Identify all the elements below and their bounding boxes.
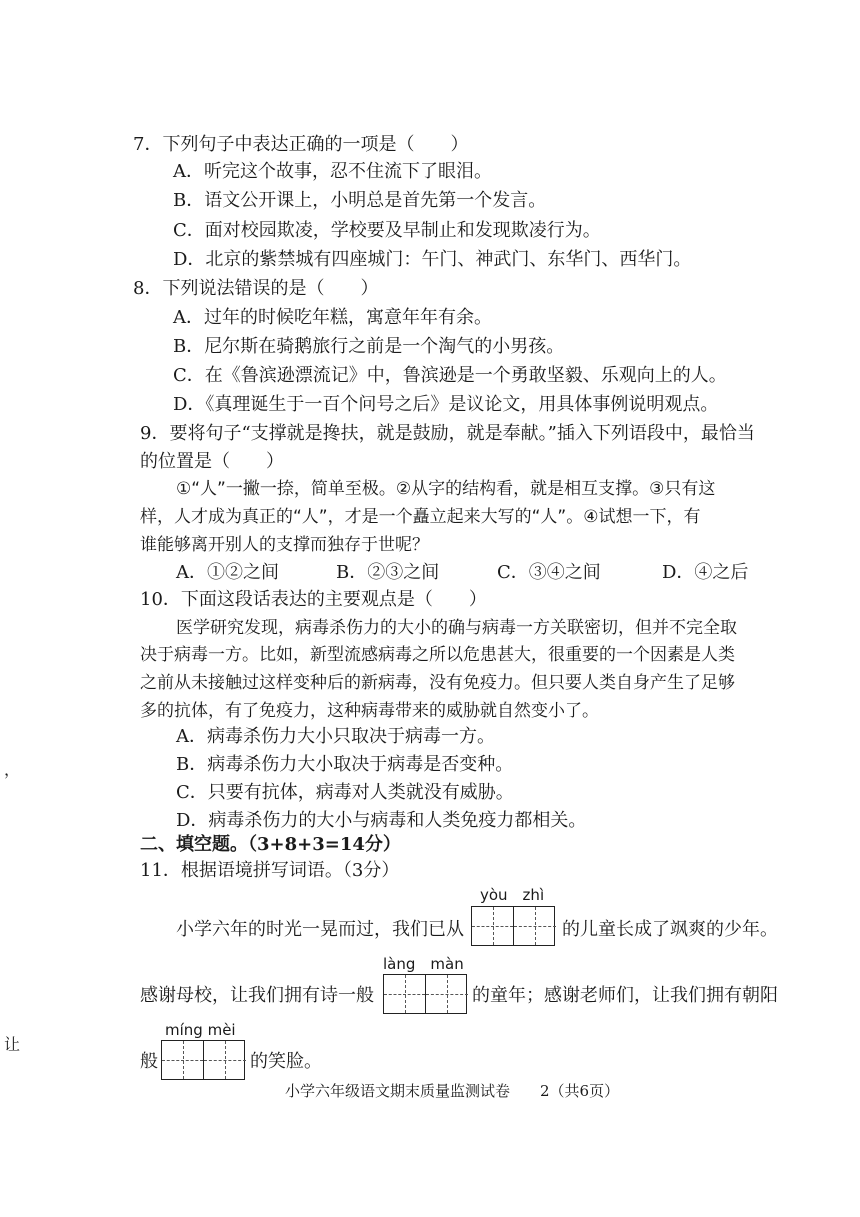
q10-stem: 10．下面这段话表达的主要观点是（ ） <box>140 589 487 610</box>
q10-option-c: C．只要有抗体，病毒对人类就没有威胁。 <box>176 782 514 803</box>
q10-option-b: B．病毒杀伤力大小取决于病毒是否变种。 <box>176 754 514 775</box>
margin-rang: 让 <box>4 1035 21 1054</box>
q7-stem: 7．下列句子中表达正确的一项是（ ） <box>133 134 469 155</box>
q11-stem: 11．根据语境拼写词语。（3分） <box>140 860 400 881</box>
q7-option-a: A．听完这个故事，忍不住流下了眼泪。 <box>173 161 492 182</box>
q11-pinyin-2: làng màn <box>383 955 464 973</box>
q9-passage-line2: 样，人才成为真正的“人”，才是一个矗立起来大写的“人”。④试想一下，有 <box>140 507 701 527</box>
q8-stem: 8．下列说法错误的是（ ） <box>133 278 379 299</box>
q9-passage-line1: ①“人”一撇一捺，简单至极。②从字的结构看，就是相互支撑。③只有这 <box>176 479 716 499</box>
q10-passage-line1: 医学研究发现，病毒杀伤力的大小的确与病毒一方关联密切，但并不完全取 <box>176 618 737 638</box>
q11-line1-after: 的儿童长成了飒爽的少年。 <box>562 919 778 940</box>
q9-passage-line3: 谁能够离开别人的支撑而独存于世呢？ <box>140 535 429 555</box>
q11-answer-box-3[interactable] <box>161 1040 245 1080</box>
q8-option-b: B．尼尔斯在骑鹅旅行之前是一个淘气的小男孩。 <box>173 336 565 357</box>
q11-pinyin-1: yòu zhì <box>480 886 545 904</box>
q8-option-c: C．在《鲁滨逊漂流记》中，鲁滨逊是一个勇敢坚毅、乐观向上的人。 <box>173 365 727 386</box>
q7-option-c: C．面对校园欺凌，学校要及早制止和发现欺凌行为。 <box>173 220 601 241</box>
q7-option-d: D．北京的紫禁城有四座城门：午门、神武门、东华门、西华门。 <box>173 249 692 270</box>
q11-line3-before: 般 <box>140 1051 158 1072</box>
q10-passage-line2: 决于病毒一方。比如，新型流感病毒之所以危患甚大，很重要的一个因素是人类 <box>140 645 735 665</box>
q8-option-a: A．过年的时候吃年糕，寓意年年有余。 <box>173 307 492 328</box>
q11-line2-before: 感谢母校，让我们拥有诗一般 <box>140 985 374 1006</box>
q11-line1-before: 小学六年的时光一晃而过，我们已从 <box>176 919 464 940</box>
q9-option-d: D．④之后 <box>662 562 749 583</box>
q9-stem-line2: 的位置是（ ） <box>140 451 284 472</box>
q11-line3-after: 的笑脸。 <box>250 1051 322 1072</box>
q7-option-b: B．语文公开课上，小明总是首先第一个发言。 <box>173 190 547 211</box>
q11-pinyin-3: míng mèi <box>165 1021 236 1039</box>
q11-line2-after: 的童年；感谢老师们，让我们拥有朝阳 <box>472 985 778 1006</box>
q9-option-b: B．②③之间 <box>336 562 440 583</box>
margin-comma: ， <box>4 760 21 779</box>
q10-passage-line4: 多的抗体，有了免疫力，这种病毒带来的威胁就自然变小了。 <box>140 701 599 721</box>
q11-answer-box-2[interactable] <box>383 974 467 1014</box>
q9-option-c: C．③④之间 <box>497 562 601 583</box>
q11-answer-box-1[interactable] <box>471 906 555 946</box>
footer-title: 小学六年级语文期末质量监测试卷 <box>285 1082 511 1100</box>
section2-title: 二、填空题。（3+8+3=14分） <box>140 834 401 855</box>
q10-passage-line3: 之前从未接触过这样变种后的新病毒，没有免疫力。但只要人类自身产生了足够 <box>140 673 735 693</box>
q9-stem-line1: 9．要将句子“支撑就是搀扶，就是鼓励，就是奉献。”插入下列语段中，最恰当 <box>140 423 755 444</box>
footer-page: 2（共6页） <box>540 1082 620 1100</box>
q10-option-a: A．病毒杀伤力大小只取决于病毒一方。 <box>176 726 495 747</box>
q8-option-d: D．《真理诞生于一百个问号之后》是议论文，用具体事例说明观点。 <box>173 394 719 415</box>
q10-option-d: D．病毒杀伤力的大小与病毒和人类免疫力都相关。 <box>176 810 587 831</box>
q9-option-a: A．①②之间 <box>176 562 279 583</box>
